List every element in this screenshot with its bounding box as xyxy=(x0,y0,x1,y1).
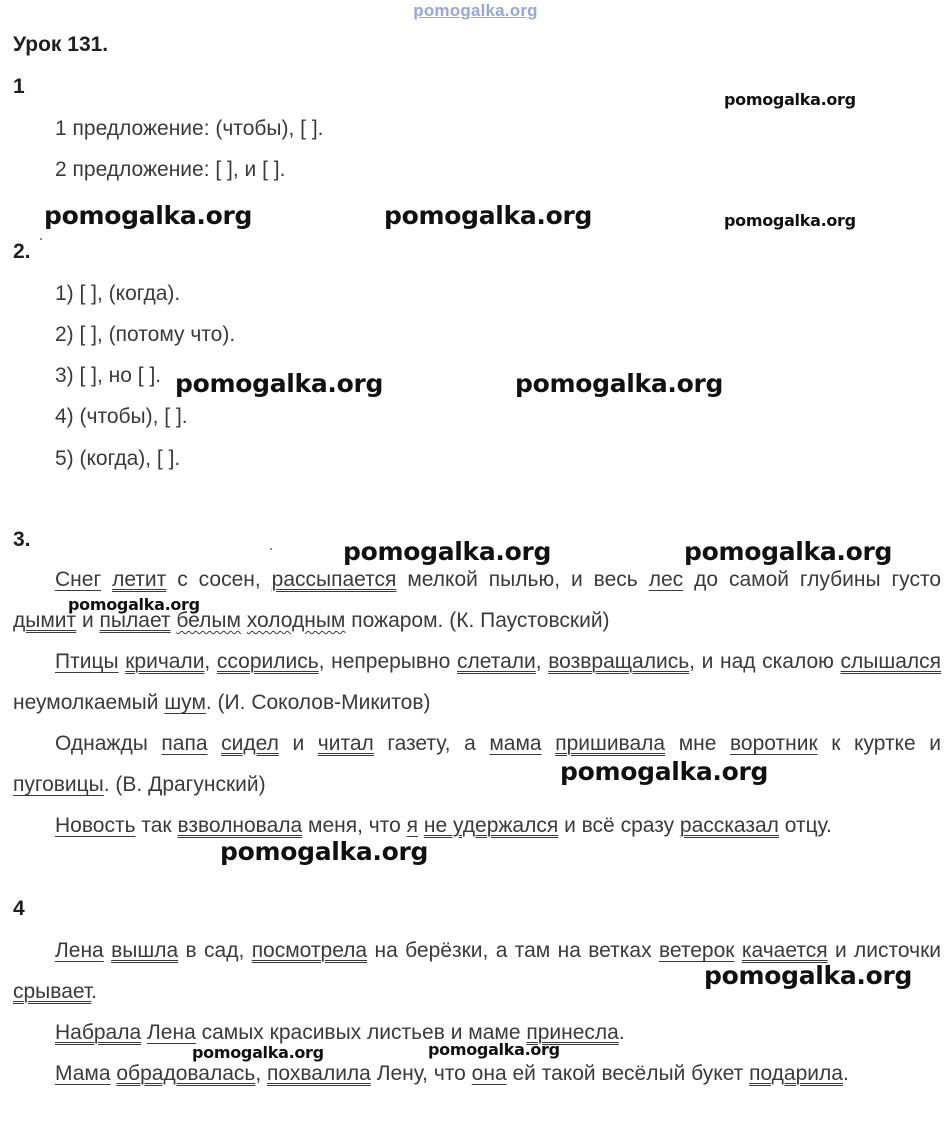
plain-text: , xyxy=(204,650,217,673)
plain-text: ей такой весёлый букет xyxy=(506,1062,750,1085)
watermark: pomogalka.org xyxy=(724,90,856,109)
plain-text: к куртке и xyxy=(817,732,941,755)
plain-text: на берёзки, а там на ветках xyxy=(367,939,659,962)
watermark: pomogalka.org xyxy=(220,837,429,866)
subject: лес xyxy=(648,568,684,591)
plain-text: и листочки xyxy=(827,939,941,962)
scan-speck xyxy=(40,238,42,240)
plain-text: и xyxy=(278,732,318,755)
watermark: pomogalka.org xyxy=(175,369,384,398)
plain-text: мне xyxy=(665,732,731,755)
plain-text: Лену, что xyxy=(370,1062,472,1085)
predicate: взволновала xyxy=(177,814,303,837)
text-paragraph xyxy=(13,723,941,805)
top-watermark[interactable]: pomogalka.org xyxy=(413,1,538,20)
subject: Птицы xyxy=(55,650,119,673)
section-number-3: 3. xyxy=(13,528,31,551)
watermark: pomogalka.org xyxy=(192,1043,324,1062)
scheme-line: 4) (чтобы), [ ]. xyxy=(55,405,188,428)
predicate: обрадовалась xyxy=(116,1062,256,1085)
subject: я xyxy=(406,814,418,837)
predicate: пришивала xyxy=(555,732,666,755)
plain-text: Однажды xyxy=(55,732,162,755)
subject: Мама xyxy=(55,1062,111,1085)
section-number-1: 1 xyxy=(13,75,25,98)
subject: Лена xyxy=(55,939,104,962)
plain-text: . xyxy=(842,1062,849,1085)
watermark: pomogalka.org xyxy=(684,537,893,566)
predicate: подарила xyxy=(749,1062,843,1085)
subject: она xyxy=(471,1062,507,1085)
predicate: похвалила xyxy=(267,1062,371,1085)
plain-text: мелкой пылью, и весь xyxy=(396,568,649,591)
predicate: летит xyxy=(112,568,167,591)
plain-text: . (И. Соколов-Микитов) xyxy=(205,691,431,714)
watermark: pomogalka.org xyxy=(724,211,856,230)
plain-text: газету, а xyxy=(373,732,490,755)
subject: папа xyxy=(161,732,208,755)
predicate: слышался xyxy=(840,650,942,673)
predicate: кричали xyxy=(125,650,205,673)
scheme-line: 1) [ ], (когда). xyxy=(55,282,181,305)
watermark: pomogalka.org xyxy=(704,961,913,990)
plain-text: , xyxy=(535,650,549,673)
plain-text: до самой глубины густо xyxy=(683,568,942,591)
plain-text: . (В. Драгунский) xyxy=(103,773,266,796)
plain-text xyxy=(734,939,741,962)
predicate: не удержался xyxy=(423,814,559,837)
scheme-line: 2 предложение: [ ], и [ ]. xyxy=(55,158,286,181)
subject: Лена xyxy=(147,1021,196,1044)
watermark: pomogalka.org xyxy=(68,595,200,614)
predicate: слетали xyxy=(456,650,536,673)
plain-text: . xyxy=(91,980,97,1003)
plain-text: и всё сразу xyxy=(558,814,680,837)
subject: Новость xyxy=(55,814,136,837)
plain-text: . xyxy=(618,1021,625,1044)
plain-text: , и над скалою xyxy=(689,650,841,673)
plain-text: самых красивых листьев и маме xyxy=(195,1021,527,1044)
plain-text: отцу. xyxy=(778,814,832,837)
predicate: сидел xyxy=(221,732,279,755)
predicate: принесла xyxy=(526,1021,619,1044)
plain-text xyxy=(542,732,556,755)
subject: мама xyxy=(489,732,542,755)
predicate: читал xyxy=(317,732,374,755)
plain-text: , непрерывно xyxy=(318,650,457,673)
plain-text: с сосен, xyxy=(166,568,272,591)
watermark: pomogalka.org xyxy=(384,201,593,230)
plain-text: , xyxy=(255,1062,268,1085)
section-number-2: 2. xyxy=(13,240,31,263)
watermark: pomogalka.org xyxy=(560,757,769,786)
object: воротник xyxy=(730,732,818,755)
predicate: Набрала xyxy=(55,1021,142,1044)
text-paragraph xyxy=(13,805,941,846)
scheme-line: 3) [ ], но [ ]. xyxy=(55,364,162,387)
predicate: ссорились xyxy=(216,650,319,673)
scan-speck xyxy=(270,548,272,550)
predicate: посмотрела xyxy=(251,939,368,962)
modifier: холодным xyxy=(246,609,346,632)
watermark: pomogalka.org xyxy=(515,369,724,398)
plain-text: неумолкаемый xyxy=(13,691,165,714)
predicate: возвращались xyxy=(548,650,690,673)
subject: шум xyxy=(164,691,206,714)
predicate: рассказал xyxy=(679,814,779,837)
plain-text: в сад, xyxy=(178,939,252,962)
predicate: дымит xyxy=(13,609,77,632)
scheme-line: 2) [ ], (потому что). xyxy=(55,323,236,346)
subject: ветерок xyxy=(658,939,735,962)
plain-text xyxy=(208,732,222,755)
predicate: вышла xyxy=(111,939,179,962)
predicate: рассыпается xyxy=(271,568,397,591)
lesson-title: Урок 131. xyxy=(13,33,109,56)
predicate: пылает xyxy=(99,609,171,632)
predicate: срывает xyxy=(13,980,92,1003)
scheme-line: 5) (когда), [ ]. xyxy=(55,447,181,470)
watermark: pomogalka.org xyxy=(44,201,253,230)
text-paragraph xyxy=(13,1053,941,1094)
modifier: белым xyxy=(176,609,241,632)
object: пуговицы xyxy=(13,773,104,796)
plain-text: так xyxy=(135,814,178,837)
subject: Снег xyxy=(55,568,102,591)
watermark: pomogalka.org xyxy=(428,1040,560,1059)
section-number-4: 4 xyxy=(13,897,25,920)
plain-text: меня, что xyxy=(302,814,407,837)
plain-text: пожаром. (К. Паустовский) xyxy=(345,609,610,632)
watermark: pomogalka.org xyxy=(343,537,552,566)
text-paragraph xyxy=(13,641,941,723)
plain-text: и xyxy=(76,609,100,632)
predicate: качается xyxy=(741,939,828,962)
scheme-line: 1 предложение: (чтобы), [ ]. xyxy=(55,117,324,140)
